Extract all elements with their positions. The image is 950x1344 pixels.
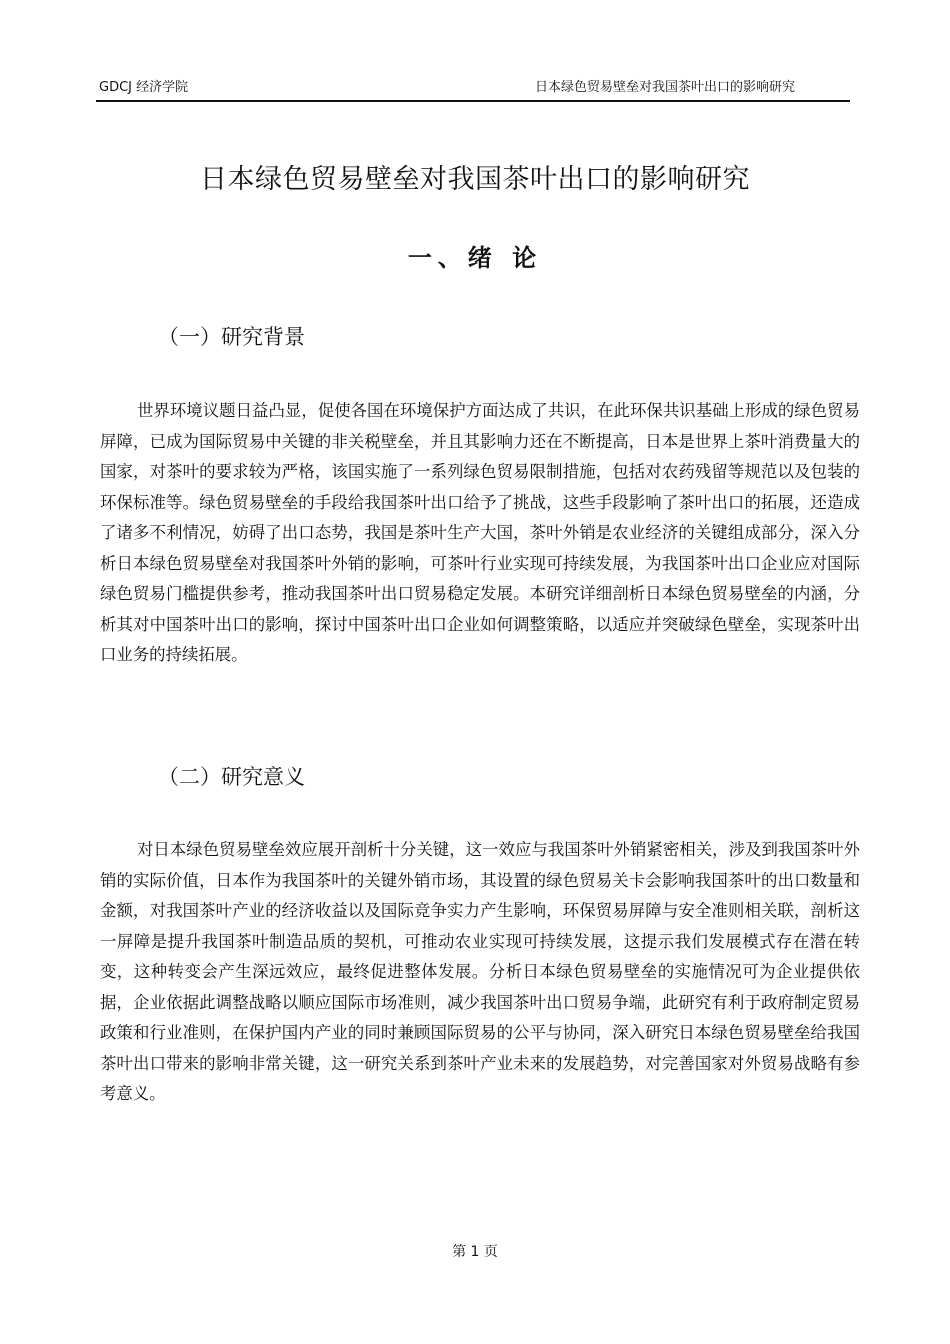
header-running-title: 日本绿色贸易壁垒对我国茶叶出口的影响研究 bbox=[534, 80, 795, 95]
chapter-title: 一、绪 论 bbox=[407, 244, 543, 272]
paragraph-significance: 对日本绿色贸易壁垒效应展开剖析十分关键，这一效应与我国茶叶外销紧密相关，涉及到我国茶叶外销的实际价值，日本作为我国茶叶的关键外销市场，其设置的绿色贸易关卡会影响我国茶叶的出口数量和金额，对我国茶叶产业的经济收益以及国际竞争实力产生影响，环保贸易屏障与安全准则相关联，剖析这一屏障是提升我国茶叶制造品质的契机，可推动农业实现可持续发展，这提示我们发展模式存在潜在转变，这种转变会产生深远效应，最终促进整体发展。分析日本绿色贸易壁垒的实施情况可为企业提供依据，企业依据此调整战略以顺应国际市场准则，减少我国茶叶出口贸易争端，此研究有利于政府制定贸易政策和行业准则，在保护国内产业的同时兼顾国际贸易的公平与协同，深入研究日本绿色贸易壁垒给我国茶叶出口带来的影响非常关键，这一研究关系到茶叶产业未来的发展趋势，对完善国家对外贸易战略有参考意义。 bbox=[100, 840, 860, 1103]
section-heading-significance: （二）研究意义 bbox=[158, 765, 305, 789]
page-number: 第 1 页 bbox=[452, 1244, 498, 1260]
header-divider bbox=[96, 100, 850, 102]
document-title: 日本绿色贸易壁垒对我国茶叶出口的影响研究 bbox=[200, 164, 750, 195]
page-header bbox=[96, 78, 850, 100]
paragraph-background: 世界环境议题日益凸显，促使各国在环境保护方面达成了共识，在此环保共识基础上形成的绿色贸易屏障，已成为国际贸易中关键的非关税壁垒，并且其影响力还在不断提高，日本是世界上茶叶消费量大的国家，对茶叶的要求较为严格，该国实施了一系列绿色贸易限制措施，包括对农药残留等规范以及包装的环保标准等。绿色贸易壁垒的手段给我国茶叶出口给予了挑战，这些手段影响了茶叶出口的拓展，还造成了诸多不利情况，妨碍了出口态势，我国是茶叶生产大国，茶叶外销是农业经济的关键组成部分，深入分析日本绿色贸易壁垒对我国茶叶外销的影响，可茶叶行业实现可持续发展，为我国茶叶出口企业应对国际绿色贸易门槛提供参考，推动我国茶叶出口贸易稳定发展。本研究详细剖析日本绿色贸易壁垒的内涵，分析其对中国茶叶出口的影响，探讨中国茶叶出口企业如何调整策略，以适应并突破绿色壁垒，实现茶叶出口业务的持续拓展。 bbox=[100, 401, 860, 664]
section-heading-background: （一）研究背景 bbox=[158, 325, 305, 349]
header-institution: GDCJ 经济学院 bbox=[99, 80, 189, 95]
